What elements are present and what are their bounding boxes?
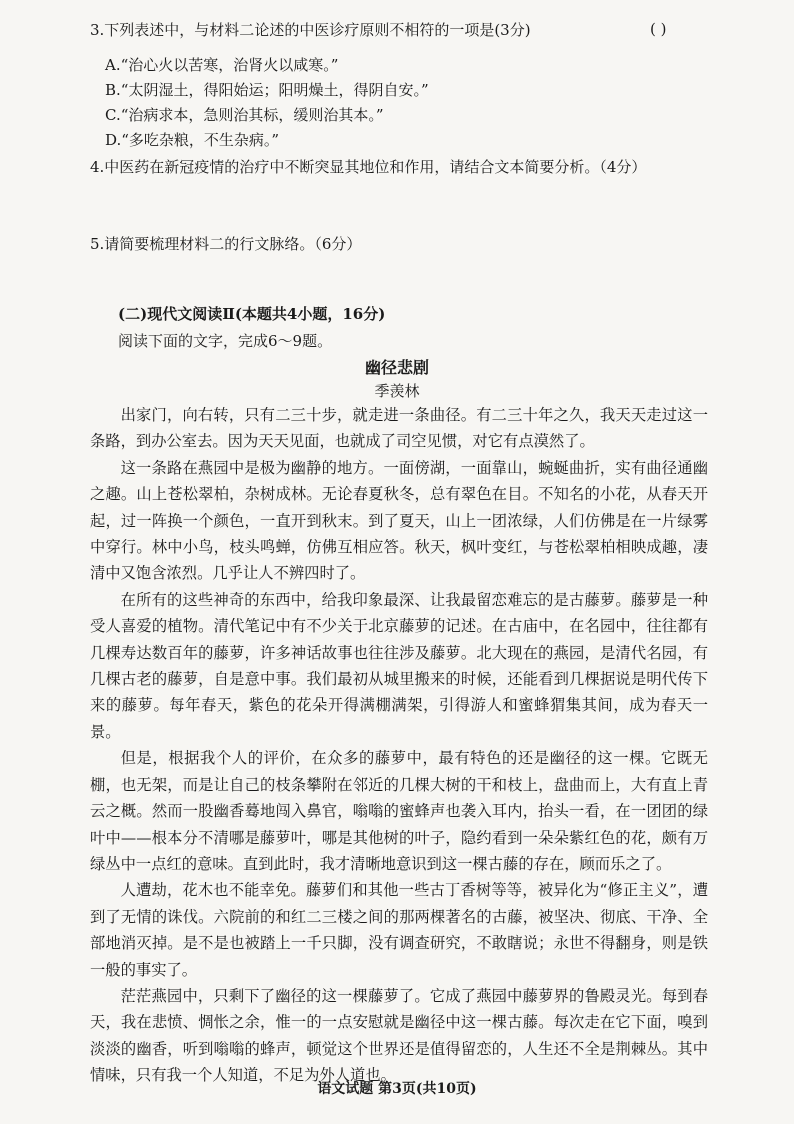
paragraph-6: 茫茫燕园中，只剩下了幽径的这一棵藤萝了。它成了燕园中藤萝界的鲁殿灵光。每到春天，我在悲愤、惆怅之余，惟一的一点安慰就是幽径中这一棵古藤。每次走在它下面，嗅到淡淡的幽香，听到嗡嗡的蜂声，顿觉这个世界还是值得留恋的，人生还不全是荆棘丛。其中情味，只有我一个人知道，不足为外人道也。 bbox=[90, 986, 708, 1085]
option-b: B.“太阴湿土，得阳始运；阳明燥土，得阴自安。” bbox=[105, 81, 429, 99]
answer-bracket: ( ) bbox=[650, 20, 667, 38]
option-a: A.“治心火以苦寒，治肾火以咸寒。” bbox=[105, 56, 339, 74]
page-footer: 语文试题 第3页(共10页) bbox=[317, 1081, 477, 1097]
option-c: C.“治病求本，急则治其标，缓则治其本。” bbox=[105, 106, 384, 124]
question-3-stem: 3.下列表述中，与材料二论述的中医诊疗原则不相符的一项是(3分) bbox=[90, 21, 531, 39]
article-title: 幽径悲剧 bbox=[364, 358, 429, 377]
paragraph-5: 人遭劫，花木也不能幸免。藤萝们和其他一些古丁香树等等，被异化为“修正主义”，遭到了无情的诛伐。六院前的和红二三楼之间的那两棵著名的古藤，被坚决、彻底、干净、全部地消灭掉。是不是也被踏上一千只脚，没有调查研究，不敢瞎说；永世不得翻身，则是铁一般的事实了。 bbox=[90, 881, 708, 979]
paragraph-3: 在所有的这些神奇的东西中，给我印象最深、让我最留恋难忘的是古藤萝。藤萝是一种受人喜爱的植物。清代笔记中有不少关于北京藤萝的记述。在古庙中，在名园中，往往都有几棵寿达数百年的藤萝，许多神话故事也往往涉及藤萝。北大现在的燕园，是清代名园，有几棵古老的藤萝，自是意中事。我们最初从城里搬来的时候，还能看到几棵据说是明代传下来的藤萝。每年春天，紫色的花朵开得满棚满架，引得游人和蜜蜂猬集其间，成为春天一景。 bbox=[90, 590, 708, 741]
paragraph-2: 这一条路在燕园中是极为幽静的地方。一面傍湖，一面靠山，蜿蜒曲折，实有曲径通幽之趣。山上苍松翠柏，杂树成林。无论春夏秋冬，总有翠色在目。不知名的小花，从春天开起，过一阵换一个颜色，一直开到秋末。到了夏天，山上一团浓绿，人们仿佛是在一片绿雾中穿行。林中小鸟，枝头鸣蝉，仿佛互相应答。秋天，枫叶变红，与苍松翠柏相映成趣，凄清中又饱含浓烈。几乎让人不辨四时了。 bbox=[90, 458, 708, 583]
article-author: 季羡林 bbox=[374, 382, 420, 400]
question-5: 5.请简要梳理材料二的行文脉络。（6分） bbox=[90, 235, 362, 253]
paragraph-1: 出家门，向右转，只有二三十步，就走进一条曲径。有二三十年之久，我天天走过这一条路，到办公室去。因为天天见面，也就成了司空见惯，对它有点漠然了。 bbox=[90, 406, 708, 451]
paragraph-4: 但是，根据我个人的评价，在众多的藤萝中，最有特色的还是幽径的这一棵。它既无棚，也无架，而是让自己的枝条攀附在邻近的几棵大树的干和枝上，盘曲而上，大有直上青云之概。然而一股幽香蓦地闯入鼻官，嗡嗡的蜜蜂声也袭入耳内，抬头一看，在一团团的绿叶中——根本分不清哪是藤萝叶，哪是其他树的叶子，隐约看到一朵朵紫红色的花，颇有万绿丛中一点红的意味。直到此时，我才清晰地意识到这一棵古藤的存在，顾而乐之了。 bbox=[90, 749, 708, 873]
section-instruction: 阅读下面的文字，完成6～9题。 bbox=[118, 332, 333, 350]
article-body bbox=[90, 402, 708, 1089]
question-4: 4.中医药在新冠疫情的治疗中不断突显其地位和作用，请结合文本简要分析。（4分） bbox=[90, 158, 647, 176]
section-title: (二)现代文阅读Ⅱ(本题共4小题，16分) bbox=[118, 305, 386, 323]
option-d: D.“多吃杂粮，不生杂病。” bbox=[105, 131, 280, 149]
